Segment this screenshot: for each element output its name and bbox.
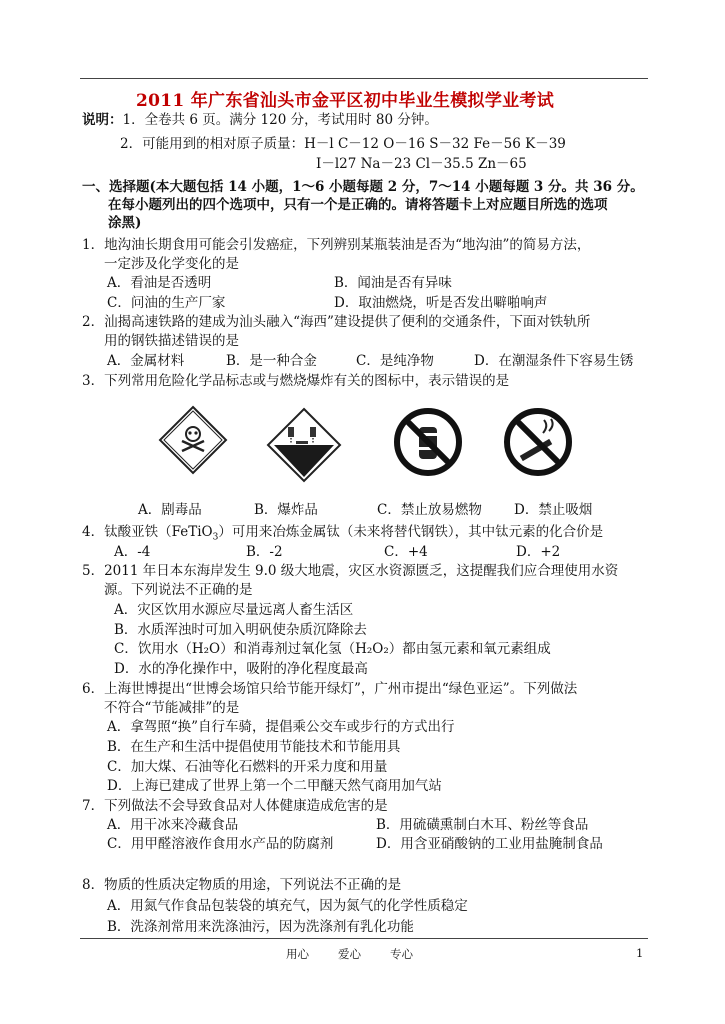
q1-stem: 1．地沟油长期食用可能会引发癌症，下列辨别某瓶装油是否为“地沟油”的简易方法， [82,237,591,253]
q7-option-d: D．用含亚硝酸钠的工业用盐腌制食品 [376,836,603,852]
q4-formula-subscript: 3 [212,532,219,543]
no-flammables-icon [393,407,463,477]
q3-option-d: D．禁止吸烟 [514,502,593,518]
no-smoking-icon [503,407,573,477]
q4-option-b: B．-2 [246,544,283,560]
q6-stem-cont: 不符合“节能减排”的是 [104,700,240,716]
footer-motto-3: 专心 [390,947,413,961]
q4-stem-post: ）可用来冶炼金属钛（未来将替代钢铁），其中钛元素的化合价是 [218,524,604,540]
q1-stem-cont: 一定涉及化学变化的是 [104,256,239,272]
q5-option-c: C．饮用水（H₂O）和消毒剂过氧化氢（H₂O₂）都由氢元素和氧元素组成 [114,641,551,657]
corrosive-hazard-icon [266,407,342,483]
q8-stem: 8．物质的性质决定物质的用途，下列说法不正确的是 [82,877,402,893]
q2-option-a: A．金属材料 [107,353,185,369]
q1-option-b: B．闻油是否有异味 [334,275,452,291]
q3-option-b: B．爆炸品 [254,502,318,518]
q5-option-a: A．灾区饮用水源应尽量远离人畜生活区 [114,602,354,618]
q1-option-c: C．问油的生产厂家 [107,295,226,311]
section-instructions: 在每小题列出的四个选项中，只有一个是正确的。请将答题卡上对应题目所选的选项 [108,197,608,213]
q7-stem: 7．下列做法不会导致食品对人体健康造成危害的是 [82,798,388,814]
notes-item-2-line-1: 2．可能用到的相对原子质量：H－l C－12 O－16 S－32 Fe－56 K－39 [120,136,566,152]
q3-stem: 3．下列常用危险化学品标志或与燃烧爆炸有关的图标中，表示错误的是 [82,373,510,389]
q5-option-d: D．水的净化操作中，吸附的净化程度最高 [114,661,368,677]
q2-stem-cont: 用的钢铁描述错误的是 [104,333,239,349]
q4-option-a: A．-4 [114,544,151,560]
footer-motto-2: 爱心 [338,947,361,961]
q3-option-c: C．禁止放易燃物 [377,502,482,518]
q1-option-d: D．取油燃烧，听是否发出噼啪响声 [334,295,548,311]
q6-option-a: A．拿驾照“换”自行车骑，提倡乘公交车或步行的方式出行 [107,719,455,735]
q5-option-b: B．水质浑浊时可加入明矾使杂质沉降除去 [114,622,367,638]
footer-rule [80,938,648,939]
q2-option-d: D．在潮湿条件下容易生锈 [474,353,634,369]
q4-option-c: C．+4 [384,544,428,560]
q3-option-a: A．剧毒品 [138,502,202,518]
q4-option-d: D．+2 [516,544,561,560]
toxic-hazard-icon [158,405,228,475]
page-title: 2011 年广东省汕头市金平区初中毕业生模拟学业考试 [136,91,555,111]
q4-stem-pre: 4．钛酸亚铁（FeTiO [82,524,213,540]
q6-stem: 6．上海世博提出“世博会场馆只给节能开绿灯”，广州市提出“绿色亚运”。下列做法 [82,681,578,697]
q2-option-b: B．是一种合金 [226,353,317,369]
top-rule [80,78,648,79]
q6-option-b: B．在生产和生活中提倡使用节能技术和节能用具 [107,739,401,755]
notes-item-2-line-2: I－l27 Na－23 Cl－35.5 Zn－65 [316,156,527,172]
page-number: 1 [636,946,644,960]
notes-item-1: 1．全卷共 6 页。满分 120 分，考试用时 80 分钟。 [122,112,438,128]
q8-option-a: A．用氮气作食品包装袋的填充气，因为氮气的化学性质稳定 [107,898,468,914]
footer-motto-1: 用心 [286,947,309,961]
q7-option-a: A．用干冰来冷藏食品 [107,817,239,833]
q2-stem: 2．汕揭高速铁路的建成为汕头融入“海西”建设提供了便利的交通条件，下面对铁轨所 [82,314,591,330]
section-instructions-end: 涂黑) [108,215,142,231]
q6-option-c: C．加大煤、石油等化石燃料的开采力度和用量 [107,759,388,775]
notes-label: 说明： [82,112,123,128]
q7-option-c: C．用甲醛溶液作食用水产品的防腐剂 [107,836,334,852]
q5-stem-cont: 源。下列说法不正确的是 [104,582,253,598]
notes [82,111,438,129]
q6-option-d: D．上海已建成了世界上第一个二甲醚天然气商用加气站 [107,778,442,794]
q7-option-b: B．用硫磺熏制白木耳、粉丝等食品 [376,817,589,833]
q8-option-b: B．洗涤剂常用来洗涤油污，因为洗涤剂有乳化功能 [107,919,414,935]
section-heading: 一、选择题(本大题包括 14 小题，1～6 小题每题 2 分，7～14 小题每题 3 分。共 36 分。 [82,179,644,195]
q1-option-a: A．看油是否透明 [107,275,212,291]
q2-option-c: C．是纯净物 [356,353,434,369]
q5-stem: 5．2011 年日本东海岸发生 9.0 级大地震，灾区水资源匮乏，这提醒我们应合理使用水资 [82,563,619,579]
